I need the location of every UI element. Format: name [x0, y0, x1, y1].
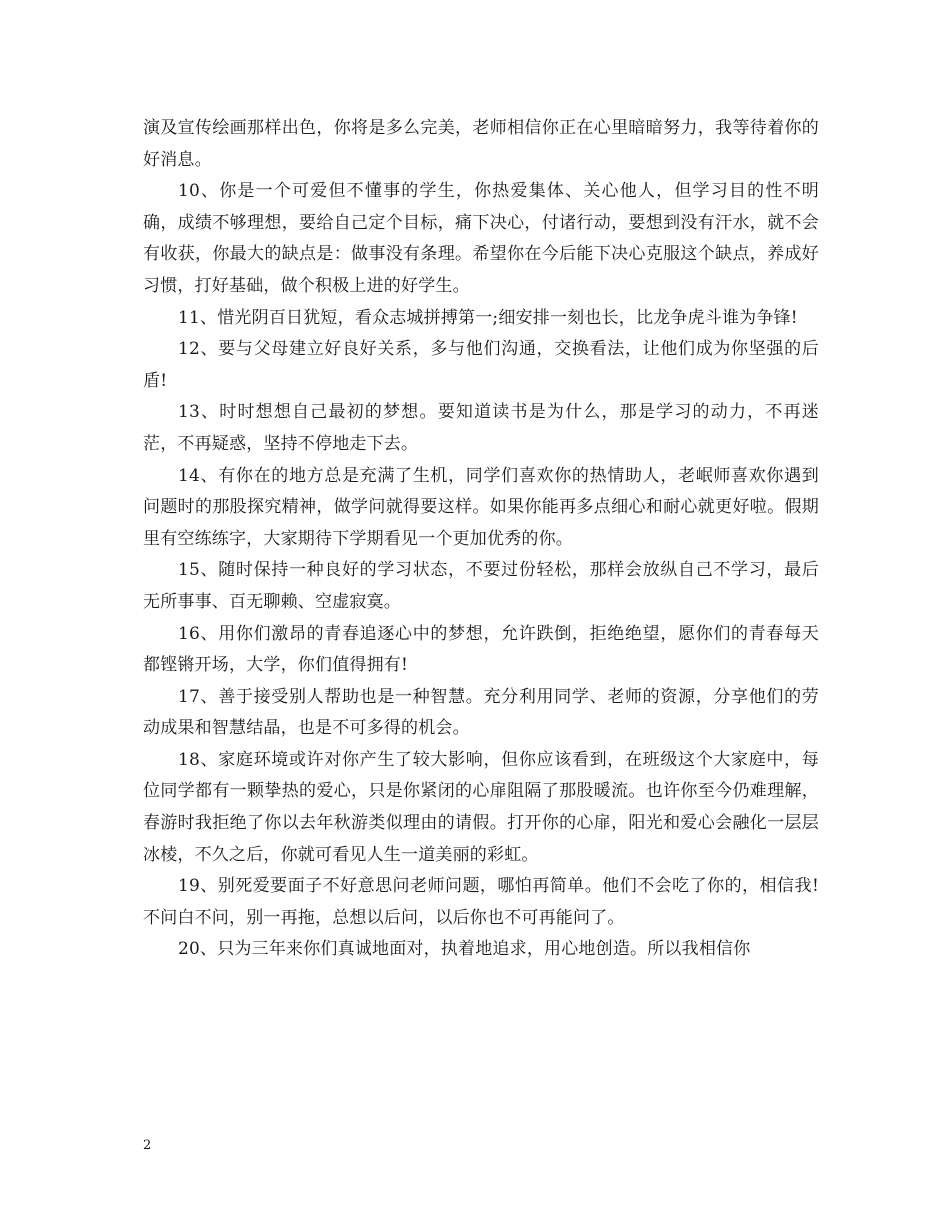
paragraph-15: 15、随时保持一种良好的学习状态，不要过份轻松，那样会放纵自己不学习，最后无所事事、百无聊赖、空虚寂寞。: [143, 560, 819, 612]
paragraph-11: 11、惜光阴百日犹短，看众志城拼搏第一;细安排一刻也长，比龙争虎斗谁为争锋!: [178, 307, 798, 328]
paragraph-16: 16、用你们激昂的青春追逐心中的梦想，允许跌倒，拒绝绝望，愿你们的青春每天都铿锵开场，大学，你们值得拥有!: [143, 623, 819, 676]
paragraph-20: 20、只为三年来你们真诚地面对，执着地追求，用心地创造。所以我相信你: [178, 939, 751, 960]
paragraph-14: 14、有你在的地方总是充满了生机，同学们喜欢你的热情助人，老岷师喜欢你遇到问题时的那股探究精神，做学问就得要这样。如果你能再多点细心和耐心就更好啦。假期里有空练练字，大家期待下学期看见一个更加优秀的你。: [143, 465, 819, 549]
paragraph-18: 18、家庭环境或许对你产生了较大影响，但你应该看到，在班级这个大家庭中，每位同学都有一颗挚热的爱心，只是你紧闭的心扉阻隔了那股暖流。也许你至今仍难理解，春游时我拒绝了你以去年秋游类似理由的请假。打开你的心扉，阳光和爱心会融化一层层冰棱，不久之后，你就可看见人生一道美丽的彩虹。: [143, 749, 819, 865]
paragraph-17: 17、善于接受别人帮助也是一种智慧。充分利用同学、老师的资源，分享他们的劳动成果和智慧结晶，也是不可多得的机会。: [143, 686, 819, 739]
paragraph-13: 13、时时想想自己最初的梦想。要知道读书是为什么，那是学习的动力，不再迷茫，不再疑惑，坚持不停地走下去。: [143, 402, 819, 454]
document-body: [143, 113, 819, 966]
paragraph-19: 19、别死爱要面子不好意思问老师问题，哪怕再简单。他们不会吃了你的，相信我!不问白不问，别一再拖，总想以后问，以后你也不可再能问了。: [143, 876, 819, 928]
paragraph-12: 12、要与父母建立好良好关系，多与他们沟通，交换看法，让他们成为你坚强的后盾!: [143, 339, 819, 391]
page-number: 2: [143, 1138, 152, 1153]
paragraph-10: 10、你是一个可爱但不懂事的学生，你热爱集体、关心他人，但学习目的性不明确，成绩不够理想，要给自己定个目标，痛下决心，付诸行动，要想到没有汗水，就不会有收获，你最大的缺点是：做事没有条理。希望你在今后能下决心克服这个缺点，养成好习惯，打好基础，做个积极上进的好学生。: [143, 181, 819, 296]
paragraph-continuation: 演及宣传绘画那样出色，你将是多么完美，老师相信你正在心里暗暗努力，我等待着你的好消息。: [143, 118, 819, 170]
